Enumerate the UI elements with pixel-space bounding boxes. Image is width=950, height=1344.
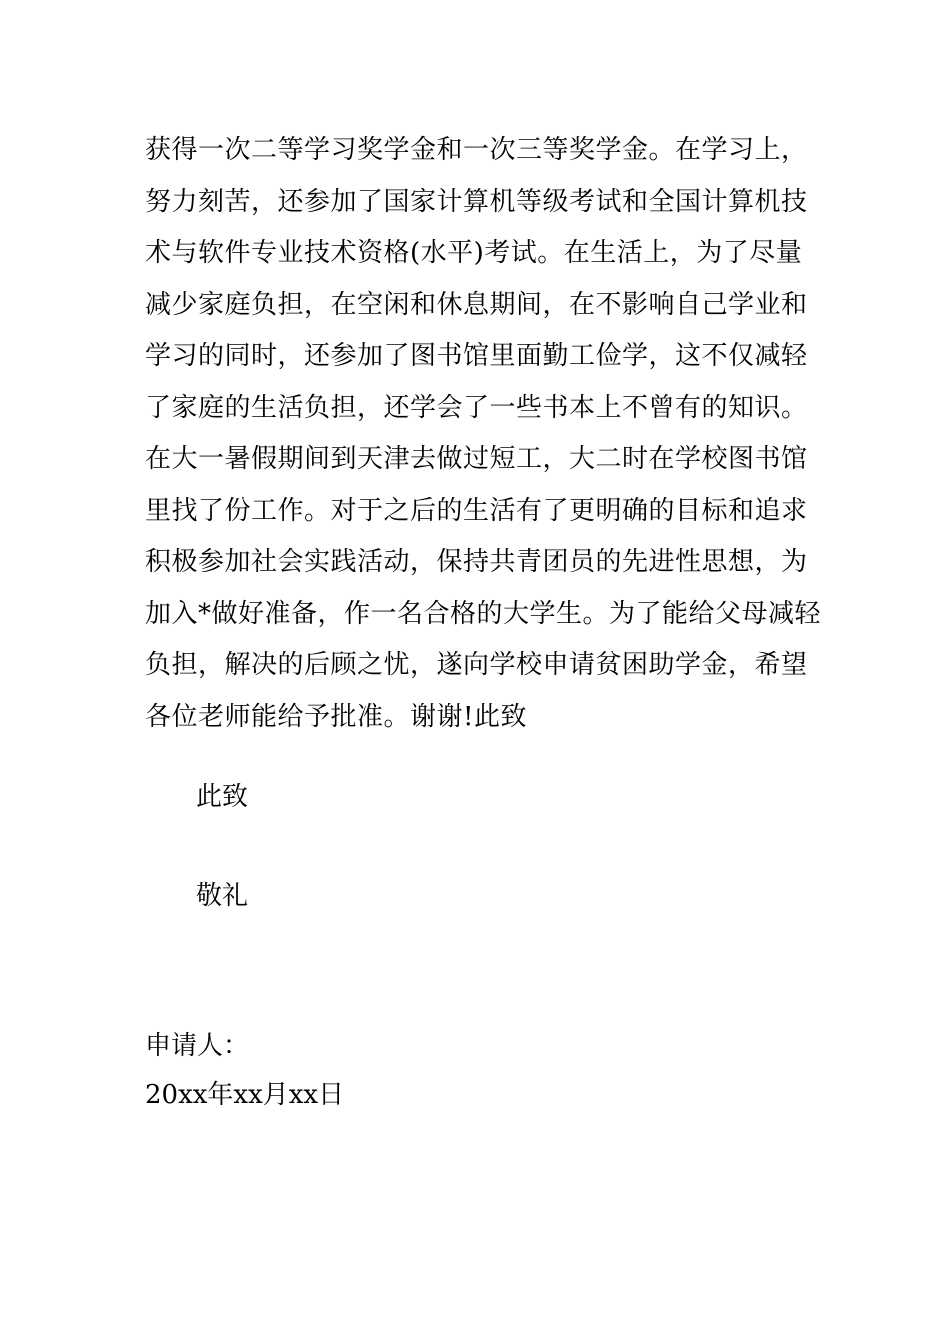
paragraph-line: 了家庭的生活负担，还学会了一些书本上不曾有的知识。: [145, 392, 808, 423]
paragraph-line: 学习的同时，还参加了图书馆里面勤工俭学，这不仅减轻: [145, 341, 808, 371]
paragraph-line: 加入*做好准备，作一名合格的大学生。为了能给父母减轻: [145, 598, 822, 629]
paragraph-line: 在大一暑假期间到天津去做过短工，大二时在学校图书馆: [145, 444, 808, 474]
paragraph-line: 术与软件专业技术资格(水平)考试。在生活上，为了尽量: [145, 238, 803, 268]
paragraph-line: 减少家庭负担，在空闲和休息期间，在不影响自己学业和: [145, 289, 808, 320]
paragraph-line: 里找了份工作。对于之后的生活有了更明确的目标和追求: [145, 495, 808, 526]
applicant-label: 申请人：: [145, 1031, 250, 1061]
closing-regards: 敬礼: [196, 881, 249, 911]
paragraph-line: 获得一次二等学习奖学金和一次三等奖学金。在学习上，: [145, 135, 808, 165]
application-date: 20xx年xx月xx日: [145, 1080, 345, 1110]
application-body-paragraph: [145, 125, 822, 743]
paragraph-line: 积极参加社会实践活动，保持共青团员的先进性思想，为: [145, 547, 808, 577]
paragraph-line: 负担，解决的后顾之忧，遂向学校申请贫困助学金，希望: [145, 650, 808, 680]
paragraph-line: 各位老师能给予批准。谢谢!此致: [145, 701, 527, 732]
closing-salutation: 此致: [196, 782, 249, 812]
paragraph-line: 努力刻苦，还参加了国家计算机等级考试和全国计算机技: [145, 186, 808, 217]
